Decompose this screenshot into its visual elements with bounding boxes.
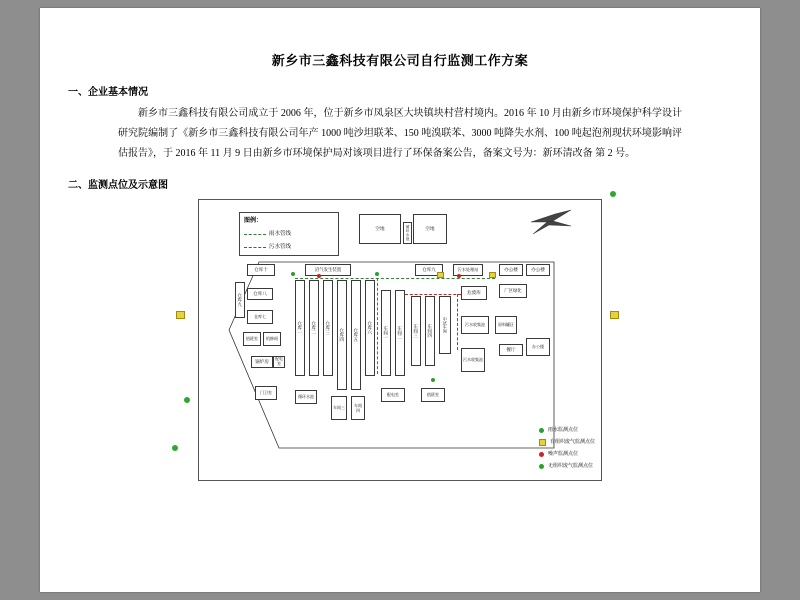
legend-point-label: 有组织废气监测点位 [549, 439, 595, 445]
legend-item-label: 雨水管线 [269, 231, 292, 237]
monitoring-point-noise-1 [317, 274, 321, 278]
sewage-pipe-2 [457, 294, 458, 350]
block-open-land-1: 空地 [359, 214, 401, 244]
block-sewage-collection: 污水收集池 [461, 316, 489, 334]
block-warehouse-4: 仓库四 [337, 280, 347, 390]
legend-point-label: 无组织废气监测点位 [547, 463, 593, 469]
rainwater-pipe-1 [295, 278, 495, 279]
block-warehouse-9: 仓库九 [415, 264, 443, 276]
legend-point-noise [539, 448, 595, 460]
red-dot-icon [539, 452, 544, 457]
block-plant-greenery: 厂区绿化 [499, 284, 527, 298]
block-machine-shop: 机修间 [263, 332, 281, 346]
block-office-1: 办公楼 [499, 264, 523, 276]
legend-item-sewage [244, 242, 334, 253]
block-warehouse-9b: 仓库九 [235, 282, 245, 318]
legend-item-label: 污水管线 [269, 244, 292, 250]
map-frame [198, 199, 602, 481]
monitoring-point-rainwater-2 [375, 272, 379, 276]
green-dot-icon-2 [539, 464, 544, 469]
block-warehouse-5: 仓库五 [351, 280, 361, 390]
block-warehouse-2: 仓库二 [309, 280, 319, 376]
rainwater-line-icon [244, 234, 266, 235]
block-hazardous-waste: 危废库 [461, 286, 487, 300]
block-workshop-3: 车间三 [411, 296, 421, 366]
monitoring-point-rainwater-3 [431, 378, 435, 382]
block-wastewater-plant: 污水处理站 [453, 264, 483, 276]
block-open-land-2: 空地 [413, 214, 447, 244]
block-warehouse-10: 仓库十 [247, 264, 275, 276]
monitoring-point-rainwater-1 [291, 272, 295, 276]
block-power-dist: 配电室 [273, 356, 285, 368]
map-legend [239, 212, 339, 256]
monitoring-point-yellow-outer-1 [176, 311, 185, 319]
monitoring-point-noise-2 [457, 274, 461, 278]
section-2-heading: 二、监测点位及示意图 [68, 180, 168, 191]
block-backwash-tank: 循环水池 [295, 390, 317, 404]
block-workshop-2: 车间二 [395, 290, 405, 376]
block-warehouse-1: 仓库一 [295, 280, 305, 376]
monitoring-point-green-outer-1 [184, 397, 190, 403]
block-bottom-1: 车间三 [331, 396, 347, 420]
block-bottom-2: 车间四 [351, 396, 365, 420]
block-bottom-3: 配电室 [381, 388, 405, 402]
block-raw-material-tank: 原料罐区 [495, 316, 517, 334]
legend-point-label: 噪声监测点位 [547, 451, 578, 457]
legend-point-label: 雨水监测点位 [547, 427, 578, 433]
block-warehouse-8: 仓库八 [247, 288, 273, 300]
monitoring-point-green-outer-2 [172, 445, 178, 451]
rainwater-pipe-2 [377, 278, 378, 374]
legend-point-exhaust [539, 436, 595, 448]
block-gatehouse: 门卫室 [255, 386, 277, 400]
page-title: 新乡市三鑫科技有限公司自行监测工作方案 [271, 53, 529, 68]
document-page [40, 8, 760, 592]
block-workshop-4: 车间四 [425, 296, 435, 366]
legend-point-fugitive [539, 460, 595, 472]
legend-point-rainwater [539, 424, 595, 436]
legend-title: 图例： [244, 218, 263, 224]
block-biogas-unit: 沼气发生装置 [305, 264, 351, 276]
section-1-heading: 一、企业基本情况 [68, 87, 148, 98]
block-warehouse-7: 仓库七 [247, 310, 273, 324]
block-duty-room: 值班室 [243, 332, 261, 346]
block-office-3: 办公楼 [526, 338, 550, 356]
block-warehouse-6: 仓库六 [365, 280, 375, 376]
block-sewage-pond: 污水收集池 [461, 348, 485, 372]
green-dot-icon [539, 428, 544, 433]
block-workshop-1: 车间一 [381, 290, 391, 376]
block-bottom-4: 值班室 [421, 388, 445, 402]
compass-icon [527, 208, 575, 238]
section-1-paragraph: 新乡市三鑫科技有限公司成立于 2006 年，位于新乡市凤泉区大块镇块村营村境内。2016 年 10 月由新乡市环境保护科学设计研究院编制了《新乡市三鑫科技有限公司年产 1000 吨沙坦联苯、150 吨溴联苯、3000 吨降失水剂、100 吨起泡剂现状环境影响评估报告》，于 2016 年 11 月 9 日由新乡市环境保护局对该项目进行了环保备案公告，备案文号为：新环清改备 第 2 号。 [118, 108, 682, 159]
block-office-2: 办公楼 [526, 264, 550, 276]
monitoring-point-exhaust-2 [437, 272, 444, 278]
block-pilot-workshop: 中试车间 [439, 296, 451, 354]
yellow-square-icon [539, 439, 546, 446]
legend-item-rainwater [244, 229, 334, 240]
monitoring-point-yellow-outer-2 [610, 311, 619, 319]
monitoring-point-green-outer-3 [610, 191, 616, 197]
block-circulating-pool: 循环水池 [403, 222, 412, 244]
monitoring-legend [539, 424, 595, 472]
sewage-line-icon [244, 247, 266, 248]
sewage-pipe-1 [405, 294, 461, 295]
site-map [198, 199, 602, 481]
monitoring-point-exhaust-1 [489, 272, 496, 278]
block-boiler-room: 锅炉房 [251, 356, 273, 368]
block-warehouse-3: 仓库三 [323, 280, 333, 376]
block-canteen: 餐厅 [499, 344, 523, 356]
